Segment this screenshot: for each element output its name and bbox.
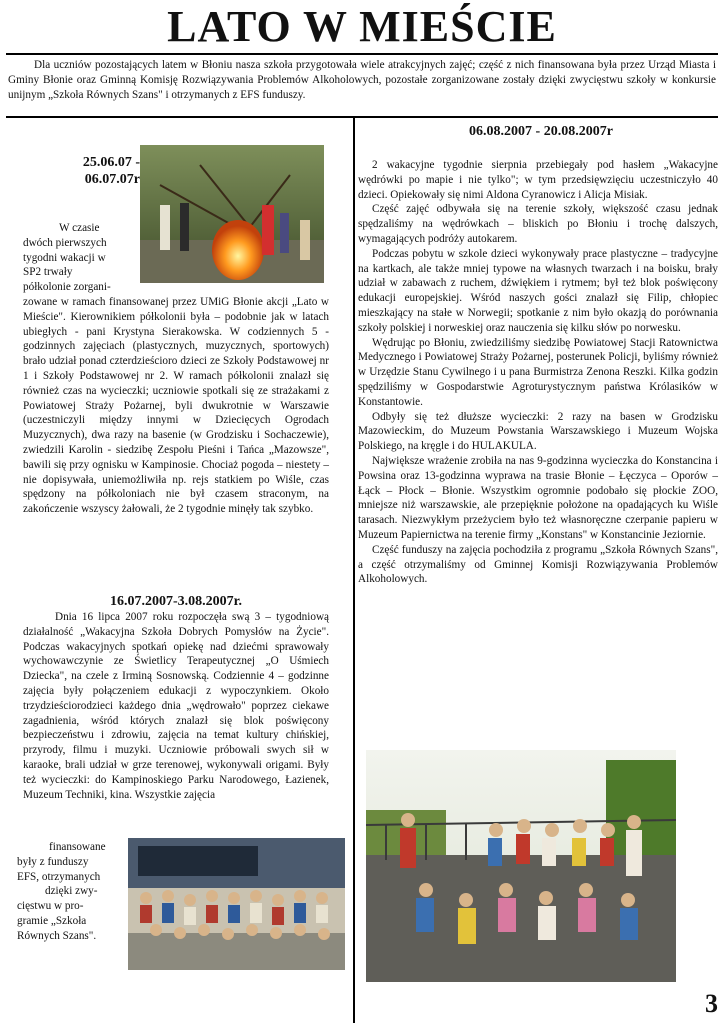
section-2-body: Dnia 16 lipca 2007 roku rozpoczęła swą 3 – tygodniową działalność „Wakacyjna Szkoła Dobrych Pomysłów na Życie". Podczas wakacyjnych spotkań opiekę nad dziećmi sprawowały wychowawczynie ze Świetlicy Terapeutycznej „O Uśmiech Dziecka", na czele z Irminą Sosnowską. Codziennie 4 – godzinne zajęcia były połączeniem edukacji z wypoczynkiem. Około trzydzieściorodzieci każdego dnia „wędrowało" poprzez ciekawe zagadnienia, wśród których znalazł się blok poświęcony bezpieczeństwu i zdrowiu, zajęcia na temat kultury chińskiej, przyrody, filmu i muzyki. Uczniowie próbowali swych sił w karaoke, brali udział w grze terenowej, wykonywali origami. Były też wycieczki: do Kampinoskiego Parku Narodowego, Łazienek, Muzeum Techniki, kina. Wszystkie zajęcia [23, 611, 329, 801]
page-title: LATO W MIEŚCIE [167, 2, 557, 51]
campfire-photo [140, 145, 324, 283]
group-photo-bus [128, 838, 345, 970]
section-1-heading: 25.06.07 - 06.07.07r [82, 155, 140, 187]
section-1-body: zowane w ramach finansowanej przez UMiG Błonie akcji „Lato w Mieście". Kierownikiem półkolonii była – podobnie jak w latach ubiegłych - pani Krystyna Sierakowska. W codziennych 5 - godzinnych zajęciach (plastycznych, muzycznych, sportowych) brało udział ponad czterdzieścioro dzieci ze Szkoły Podstawowej nr 1 i Szkoły Podstawowej nr 2. W ramach półkolonii znalazł się również czas na wycieczki; uczniowie spotkali się ze strażakami z Powiatowej Straży Pożarnej, byli dwukrotnie w Warszawie (uczestniczyli między innymi w Dziecięcych Ogrodach Muzycznych), dwa razy na basenie (w Grodzisku i Sochaczewie), zwiedzili Karolin - siedzibę Zespołu Pieśni i Tańca „Mazowsze", bawili się przy ognisku w Kampinosie. Chociaż pogoda – niestety – nie dopisywała, uniemożliwiła np. rejs statkiem po Wiśle, czas spędzony na półkoloniach nie był czasem straconym, na zakończenie wszyscy żałowali, że 2 tygodnie minęły tak szybko. [23, 296, 329, 516]
section-3-heading: 06.08.2007 - 20.08.2007r [469, 124, 613, 139]
group-photo-terrace [366, 750, 676, 982]
intro-rule [6, 116, 718, 118]
section-2-heading: 16.07.2007-3.08.2007r. [109, 594, 243, 609]
section-3-body: 2 wakacyjne tygodnie sierpnia przebiegały pod hasłem „Wakacyjne wędrówki po mapie i nie tylko"; w tym przedsięwzięciu uczestniczyło 40 dzieci. Opiekowały się nimi Aldona Cyranowicz i Alicja Misiak. Część zajęć odbywała się na terenie szkoły, większość czasu jednak spędzaliśmy na wędrówkach – bliskich po Błoniu i trochę dalszych, wymagających podróży autokarem. Podczas pobytu w szkole dzieci wykonywały prace plastyczne – tradycyjne na kartkach, ale także mniej typowe na własnych twarzach i na boisku, brały udział w zabawach z ruchem, dźwiękiem i rytmem; był też blok poświęcony edukacji europejskiej. Wśród naszych gości znalazł się Filip, chłopiec mieszkający na stałe w Norwegii; spotkanie z nim było okazją do porównania szkoły polskiej i norweskiej oraz nauczenia się kilku słów po norwesku. Wędrując po Błoniu, zwiedziliśmy siedzibę Powiatowej Stacji Ratownictwa Medycznego i Powiatowej Straży Pożarnej, posterunek Policji, byliśmy również w Urzędzie Stanu Cywilnego i u pana Burmistrza Zenona Reszki. Kilka godzin spędziliśmy w Gospodarstwie Agroturystycznym państwa Królasików w Konstantowie. Odbyły się też dłuższe wycieczki: 2 razy na basen w Grodzisku Mazowieckim, do Muzeum Powstania Warszawskiego i Muzeum Wojska Polskiego, na kręgle i do HULAKULA. Największe wrażenie zrobiła na nas 9-godzinna wycieczka do Konstancina i Powsina oraz 13-godzinna wyprawa na trasie Błonie – Łęczyca – Oporów – Łąck – Płock – Błonie. Wszystkim ogromnie podobało się płockie ZOO, mniejsze niż warszawskie, ale przepięknie położone na opadających ku Wiśle tarasach. Niezwykłym przeżyciem było też własnoręczne czerpanie papieru w Muzeum Papiernictwa na terenie firmy „Konstans" w Konstancinie Jeziornie. Część funduszy na zajęcia pochodziła z programu „Szkoła Równych Szans", a część otrzymaliśmy od Gminnej Komisji Rozwiązywania Problemów Alkoholowych. [358, 159, 718, 586]
section-1-wrap-lines: W czasie dwóch pierwszych tygodni wakacji w SP2 trwały półkolonie zorgani- [23, 222, 111, 294]
column-divider [353, 117, 355, 1023]
intro-paragraph: Dla uczniów pozostających latem w Błoniu nasza szkoła przygotowała wiele atrakcyjnych zajęć; część z nich finansowana była przez Urząd Miasta i Gminy Błonie oraz Gminną Komisję Rozwiązywania Problemów Alkoholowych, pozostałe zorganizowane zostały dzięki zwycięstwu szkoły w konkursie unijnym „Szkoła Równych Szans" i otrzymanych z EFS funduszy. [8, 59, 716, 101]
page-number: 3 [705, 989, 718, 1018]
section-2-wrap-lines: finansowane były z funduszy EFS, otrzymanych dzięki zwy- cięstwu w pro- gramie „Szkoła Równych Szans". [17, 841, 106, 942]
title-rule [6, 53, 718, 55]
